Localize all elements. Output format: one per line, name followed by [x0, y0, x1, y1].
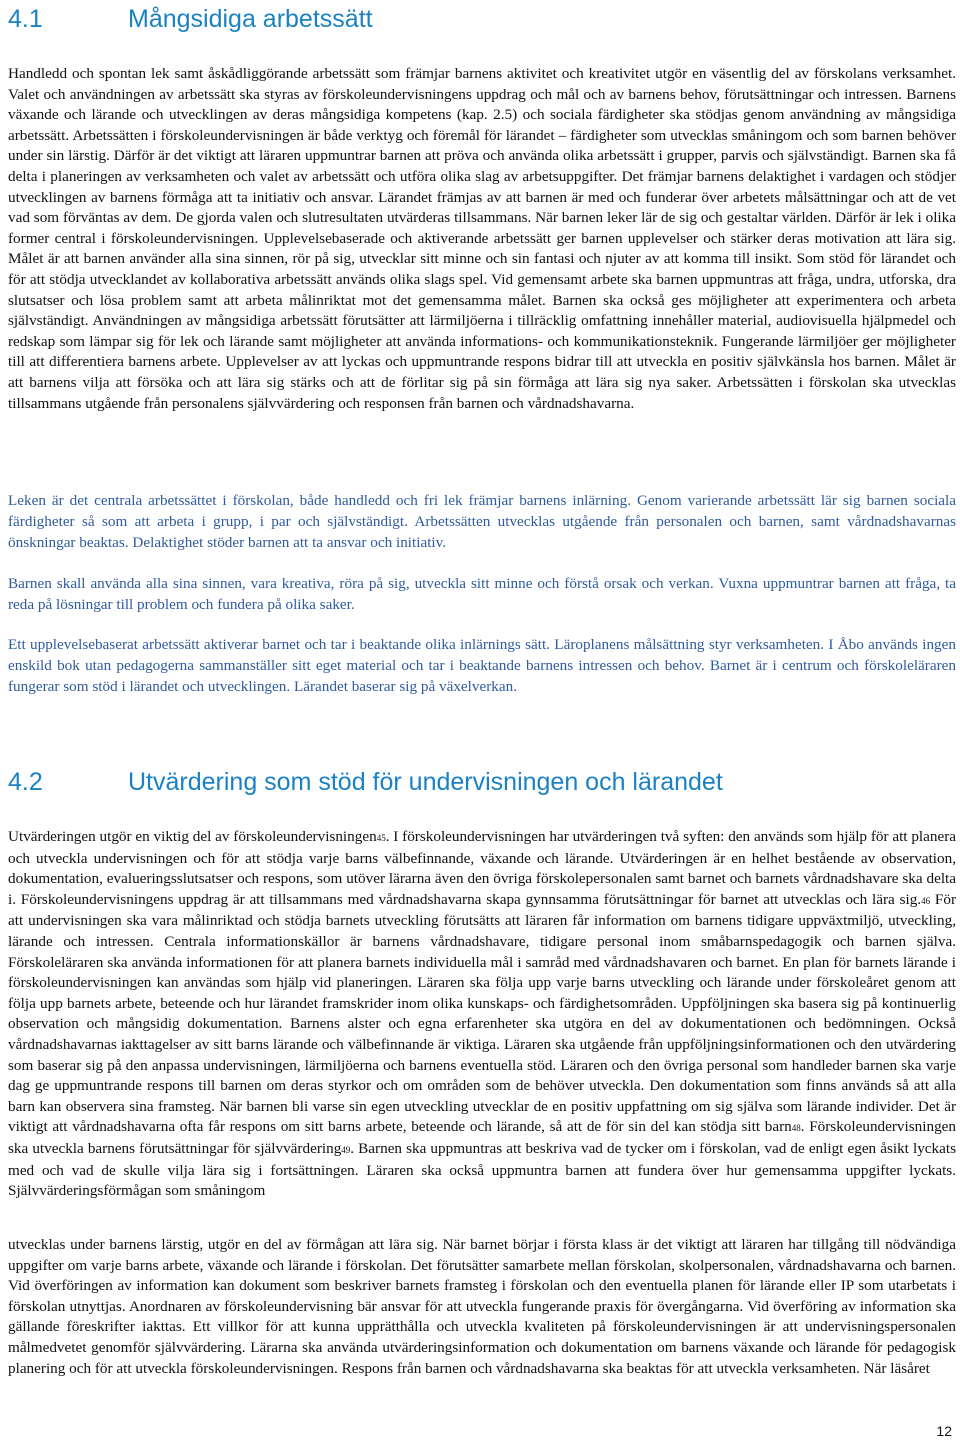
section-number: 4.1: [8, 5, 43, 33]
section-heading-4-2: [8, 767, 723, 797]
footnote-ref: 49: [341, 1144, 351, 1155]
local-paragraph: Barnen skall använda alla sina sinnen, vara kreativa, röra på sig, utveckla sitt minne och förstå orsak och verkan. Vuxna uppmuntrar barnen att fråga, ta reda på lösningar till problem och fundera på olika saker.: [8, 575, 956, 613]
body-paragraph: utvecklas under barnens lärstig, utgör en del av förmågan att lära sig. När barnet börjar i första klass är det viktigt att läraren har tillgång till nödvändiga uppgifter om varje barns arbete, växande och lärande i förskolan. Det förutsätter samarbete mellan förskolan, skolpersonalen, vårdnadshavarna och barnen. Vid överföringen av information kan dokument som beskriver barnets framsteg i förskolan och den eventuella planen för lärande eller IP som utarbetats i förskolan utnyttjas. Anordnaren av förskoleundervisning bär ansvar för att utveckla fungerande praxis för övergångarna. Vid överföring av information ska gällande föreskrifter iakttas. Ett villkor för att kunna upprätthålla och utveckla kvaliteten på förskoleundervisningen är att undervisningspersonalen målmedvetet genomför självvärdering. Lärarna ska använda utvärderingsinformation och dokumentation om barnens växande och lärande för pedagogisk planering och för att utveckla förskoleundervisningen. Respons från barnen och vårdnadshavarna ska beaktas för att utveckla verksamheten. När läsåret: [8, 1236, 956, 1377]
text-run: . I förskoleundervisningen har utvärderingen två syften: den används som hjälp för att planera och utveckla undervisningen och för att stödja varje barns välbefinnande, växande och lärande. Utvärderingen är en helhet bestående av observation, dokumentation, evalueringsslutsatser och respons, som utöver lärarna även den övriga förskolepersonalen samt barnet och barnets vårdnadshavare ska delta i. Förskoleundervisningens uppdrag är att tillsammans med vårdnadshavarna skapa gynnsamma förutsättningar för barnet att utvecklas och lära sig.: [8, 828, 957, 908]
text-run: . Förskoleundervisningen ska utveckla barnens förutsättningar för självvärdering: [8, 1118, 956, 1157]
footnote-ref: 45: [376, 833, 386, 843]
body-paragraph: Handledd och spontan lek samt åskådliggörande arbetssätt som främjar barnens aktivitet och kreativitet utgör en väsentlig del av förskolans verksamhet. Valet och användningen av arbetssätt ska styras av förskoleundervisningens uppdrag och mål och av barnens behov, förutsättningar och intressen. Barnens växande och lärande och utvecklingen av deras mångsidiga kompetens (kap. 2.5) och sociala färdigheter ska stödjas genom användning av mångsidiga arbetssätt. Arbetssätten i förskoleundervisningen är både verktyg och föremål för lärandet – färdigheter som utvecklas småningom och som barnen behöver under sin lärstig. Därför är det viktigt att läraren uppmuntrar barnen att pröva och använda olika arbetssätt i grupper, parvis och självständigt. Barnen ska få delta i planeringen av verksamheten och valet av arbetssätt och utföra olika slag av arbetsuppgifter. Det främjar barnens delaktighet i vardagen och stödjer utvecklingen av barnens förmåga att ta initiativ och ansvar. Lärandet främjas av att barnen är med och funderar över arbetets målsättningar och att de vet vad som förväntas av dem. De gjorda valen och slutresultaten utvärderas tillsammans. När barnen leker lär de sig och gestaltar världen. Därför är lek i olika former central i förskoleundervisningen. Upplevelsebaserade och aktiverande arbetssätt ger barnen upplevelser och stärker deras motivation att lära sig. Målet är att barnen använder alla sina sinnen, rör på sig, utvecklar sitt minne och sin fantasi och njuter av att komma till insikt. Som stöd för lärandet och för att stödja utvecklandet av kollaborativa arbetssätt används olika slags spel. Vid gemensamt arbete ska barnen uppmuntras att fråga, undra, utforska, dra slutsatser och lösa problem samt att arbeta målinriktat mot det gemensamma målet. Barnen ska också ges möjligheter att experimentera och arbeta självständigt. Användningen av mångsidiga arbetssätt förutsätter att lärmiljöerna i tillräcklig omfattning innehåller material, audiovisuella hjälpmedel och redskap som lämpar sig för lek och lärande samt möjligheter att använda informations- och kommunikationsteknik. Fungerande lärmiljöer ger möjligheter till att differentiera barnens arbete. Upplevelser av att lyckas och uppmuntrande respons bidrar till att utveckla en positiv självkänsla hos barnen. Målet är att barnens vilja att försöka och att lära sig stärks och att de förlitar sig på sin förmåga att lära sig nya saker. Arbetssätten i förskolan ska utvecklas tillsammans utgående från personalens självvärdering och responsen från barnen och vårdnadshavarna.: [8, 65, 956, 412]
local-paragraph: Ett upplevelsebaserat arbetssätt aktiverar barnet och tar i beaktande olika inlärnings sätt. Läroplanens målsättning styr verksamheten. I Åbo används ingen enskild bok utan pedagogerna sammanställer sitt eget material och tar i beaktande barnens intressen och behov. Barnet är i centrum och förskoleläraren fungerar som stöd i lärandet och utvecklingen. Lärandet baserar sig på växelverkan.: [8, 636, 956, 695]
section-heading-4-1: [8, 4, 373, 34]
local-paragraph: Leken är det centrala arbetssättet i förskolan, både handledd och fri lek främjar barnens inlärning. Genom varierande arbetssätt lär sig barnen sociala färdigheter så som att arbeta i grupp, i par och självständigt. Arbetssätten utvecklas utgående från personalen och barnen, samt vårdnadshavarnas önskningar beaktas. Delaktighet stöder barnen att ta ansvar och initiativ.: [8, 492, 956, 551]
section-title: Mångsidiga arbetssätt: [128, 5, 373, 33]
text-run: . Barnen ska uppmuntras att beskriva vad de tycker om i förskolan, vad de enligt egen åsikt lyckats med och vad de skulle vilja lära sig i fortsättningen. Läraren ska också uppmuntra barnen att fundera över hur gemensamma uppgifter lyckats. Självvärderingsförmågan som småningom: [8, 1139, 956, 1200]
footnote-ref: 48: [791, 1123, 801, 1134]
footnote-ref: 46: [921, 895, 931, 906]
body-paragraph: [8, 827, 956, 1202]
page-number: 12: [936, 1423, 952, 1439]
text-run: Utvärderingen utgör en viktig del av förskoleundervisningen: [8, 828, 377, 845]
text-run: För att undervisningen ska vara målinriktad och stödja barnets utveckling förutsätts att läraren får information om barnens tidigare uppväxtmiljö, utveckling, lärande och intressen. Centrala informationskällor är barnens vårdnadshavare, tidigare personal inom småbarnspedagogik och barnen själva. Förskoleläraren ska använda informationen för att planera barnets individuella mål i samråd med vårdnadshavaren och barnet. En plan för barnets lärande i förskoleundervisningen kan användas som hjälp vid planeringen. Läraren ska följa upp varje barns utveckling och lärande under förskoleåret genom att följa upp barnets arbete, beteende och hur lärandet framskrider inom olika kunskaps- och färdighetsområden. Uppföljningen ska basera sig på kontinuerlig observation och mångsidig dokumentation. Barnens alster och egna erfarenheter ska utgöra en del av dokumentationen och bedömningen. Också vårdnadshavarnas iakttagelser av sitt barns lärande och välbefinnande är viktiga. Läraren ska utgående från uppföljningsinformationen och den utvärdering som baserar sig på den anpassa undervisningen, lärmiljöerna och barnens eventuella stöd. Läraren och den övriga personal som handleder barnen ska varje dag ge uppmuntrande respons till barnen om deras styrkor och om områden som de behöver utveckla. Den dokumentation som finns används så att alla barn kan observera sina framsteg. När barnen bli varse sin egen utveckling utvecklar de en positiv uppfattning om sig själva som lärande individer. Det är viktigt att vårdnadshavarna ofta får respons om sitt barns arbete, beteende och lärande, så att de för sin del kan stödja sitt barn: [8, 890, 956, 1136]
section-title: Utvärdering som stöd för undervisningen och lärandet: [128, 768, 723, 796]
section-number: 4.2: [8, 768, 43, 796]
